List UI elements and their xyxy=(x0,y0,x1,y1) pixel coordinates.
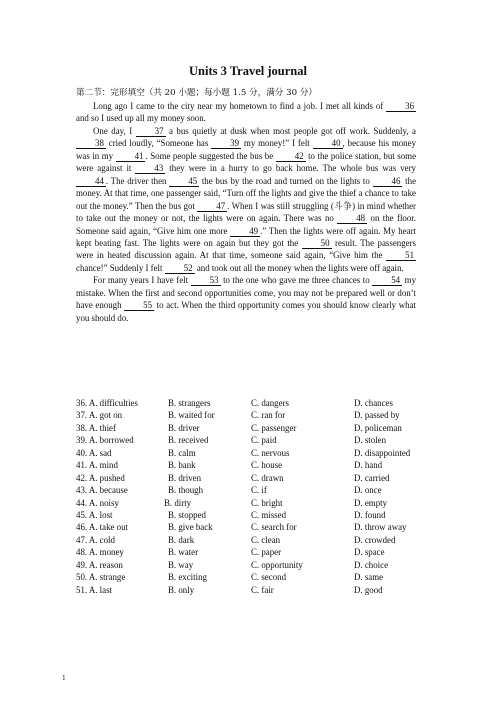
option-choice: D. hand xyxy=(354,460,383,471)
option-choice: D. crowded xyxy=(354,534,396,545)
option-row xyxy=(76,398,426,410)
option-choice: D. same xyxy=(354,572,384,583)
option-choice: 43. A. because xyxy=(76,485,128,496)
passage-text: my mistake. When the first and second opportunities come, you may not be prepared well or don’t have enough xyxy=(76,275,417,311)
option-choice: B. way xyxy=(168,559,194,570)
blank-number: 51 xyxy=(386,250,416,261)
option-row xyxy=(76,522,426,534)
page-number: 1 xyxy=(62,675,66,682)
option-choice: 47. A. cold xyxy=(76,534,115,545)
blank-number: 52 xyxy=(165,263,195,274)
blank-number: 38 xyxy=(76,138,106,149)
option-choice: C. bright xyxy=(251,497,283,508)
option-row xyxy=(76,585,426,597)
blank-number: 41 xyxy=(116,151,146,162)
option-choice: B. give back xyxy=(168,522,213,533)
option-choice: D. found xyxy=(354,509,386,520)
page-title: Units 3 Travel journal xyxy=(189,64,307,78)
option-choice: 50. A. strange xyxy=(76,572,126,583)
blank-number: 53 xyxy=(191,275,221,286)
option-choice: C. paid xyxy=(251,435,277,446)
option-choice: 41. A. mind xyxy=(76,460,118,471)
option-row xyxy=(76,448,426,460)
option-choice: B. exciting xyxy=(168,572,207,583)
option-choice: 40. A. sad xyxy=(76,447,112,458)
passage-text: . The driver then xyxy=(105,175,170,186)
option-choice: D. throw away xyxy=(354,522,407,533)
option-row xyxy=(76,410,426,422)
option-choice: C. fair xyxy=(251,584,274,595)
blank-number: 46 xyxy=(373,176,403,187)
option-choice: 39. A. borrowed xyxy=(76,435,134,446)
option-choice: 36. A. difficulties xyxy=(76,398,138,408)
passage-text: and so I used up all my money soon. xyxy=(76,113,206,124)
option-row xyxy=(76,572,426,584)
option-choice: B. driver xyxy=(168,422,200,433)
option-choice: C. search for xyxy=(251,522,297,533)
passage-text: .” Then the lights were off again. My heart kept beating fast. The lights were on again but they got the xyxy=(76,225,416,248)
blank-number: 39 xyxy=(211,138,241,149)
blank-number: 50 xyxy=(302,238,332,249)
option-choice: C. if xyxy=(251,485,267,496)
option-choice: D. stolen xyxy=(354,435,387,446)
passage-text: For many years I have felt xyxy=(93,275,191,286)
option-choice: C. paper xyxy=(251,547,282,558)
blank-number: 37 xyxy=(136,126,166,137)
option-row xyxy=(76,547,426,559)
option-choice: C. nervous xyxy=(251,447,290,458)
option-choice: 46. A. take out xyxy=(76,522,129,533)
option-choice: C. second xyxy=(251,572,287,583)
option-row xyxy=(76,485,426,497)
passage-text: . Some people suggested the bus be xyxy=(145,150,276,161)
option-choice: D. once xyxy=(354,485,382,496)
passage-text: they were in a hurry to go back home. The whole bus was very xyxy=(165,163,416,174)
option-choice: C. clean xyxy=(251,534,281,545)
option-choice: B. received xyxy=(168,435,209,446)
blank-number: 44 xyxy=(76,176,106,187)
cloze-passage xyxy=(76,100,416,324)
option-row xyxy=(76,423,426,435)
option-choice: C. ran for xyxy=(251,410,286,421)
passage-paragraph xyxy=(76,100,416,125)
option-row xyxy=(76,510,426,522)
passage-text: cried loudly, “Someone has xyxy=(105,138,212,149)
option-choice: B. strangers xyxy=(168,398,211,408)
passage-text: . When I was still struggling (斗争) in mind whether to take out the money or not, the lights were on again. There was no xyxy=(76,200,416,224)
option-choice: C. opportunity xyxy=(251,559,303,570)
option-choice: B. calm xyxy=(168,447,196,458)
passage-paragraph xyxy=(76,274,416,324)
option-choice: C. dangers xyxy=(251,398,289,408)
option-choice: D. empty xyxy=(354,497,388,508)
passage-text: , because his money was in my xyxy=(76,138,417,161)
passage-text: the bus by the road and turned on the lights to xyxy=(199,175,373,186)
passage-text: One day, I xyxy=(93,125,136,136)
blank-number: 45 xyxy=(169,176,199,187)
blank-number: 43 xyxy=(135,163,165,174)
passage-text: result. The passengers were in heated discussion again. At that time, someone said again, “Give him the xyxy=(76,237,416,261)
section-heading: 第二节：完形填空（共 20 小题；每小题 1.5 分，满分 30 分） xyxy=(76,88,317,98)
option-choice: 51. A. last xyxy=(76,584,112,595)
option-row xyxy=(76,535,426,547)
passage-text: to act. When the third opportunity comes you should know clearly what you should do. xyxy=(76,300,416,323)
option-choice: D. policeman xyxy=(354,422,402,433)
option-row xyxy=(76,435,426,447)
option-choice: 49. A. reason xyxy=(76,559,123,570)
option-choice: B. bank xyxy=(168,460,196,471)
passage-text: the money. At that time, one passenger said, “Turn off the lights and give the thief a chance to take out the money.” Then the bus got xyxy=(76,175,417,211)
passage-text: a bus quietly at dusk when most people got off work. Suddenly, a xyxy=(165,125,416,136)
option-choice: D. choice xyxy=(354,559,389,570)
option-choice: D. disappointed xyxy=(354,447,411,458)
option-row xyxy=(76,460,426,472)
option-choice: D. space xyxy=(354,547,385,558)
option-choice: D. carried xyxy=(354,472,390,483)
option-choice: C. passenger xyxy=(251,422,297,433)
blank-number: 49 xyxy=(230,226,260,237)
option-choice: B. stopped xyxy=(168,509,206,520)
blank-number: 36 xyxy=(386,101,416,112)
blank-number: 48 xyxy=(337,213,367,224)
option-choice: 45. A. lost xyxy=(76,509,113,520)
option-choice: 44. A. noisy xyxy=(76,497,119,508)
option-choice: D. chances xyxy=(354,398,393,408)
passage-text: chance!” Suddenly I felt xyxy=(76,262,165,273)
blank-number: 54 xyxy=(372,275,402,286)
passage-paragraph xyxy=(76,125,416,274)
passage-text: to the one who gave me three chances to xyxy=(220,275,373,286)
option-choice: B. dark xyxy=(168,534,195,545)
blank-number: 40 xyxy=(313,138,343,149)
option-row xyxy=(76,473,426,485)
passage-text: Long ago I came to the city near my hometown to find a job. I met all kinds of xyxy=(93,101,387,111)
option-choice: 48. A. money xyxy=(76,547,124,558)
option-choice: B. waited for xyxy=(168,410,215,421)
option-choice: C. missed xyxy=(251,509,287,520)
blank-number: 55 xyxy=(124,300,154,311)
option-choice: C. drawn xyxy=(251,472,284,483)
option-choice: C. house xyxy=(251,460,283,471)
option-row xyxy=(76,498,426,510)
blank-number: 47 xyxy=(197,201,227,212)
option-choice: B. only xyxy=(168,584,195,595)
option-choice: B. driven xyxy=(168,472,202,483)
options-list xyxy=(76,398,426,597)
passage-text: my money!” I felt xyxy=(241,138,313,149)
passage-text: to the police station, but some were against it xyxy=(76,150,417,174)
passage-text: on the floor. Someone said again, “Give him one more xyxy=(76,213,416,236)
option-choice: B. water xyxy=(168,547,199,558)
option-choice: 42. A. pushed xyxy=(76,472,125,483)
option-choice: D. passed by xyxy=(354,410,400,421)
option-choice: 37. A. got on xyxy=(76,410,123,421)
option-choice: B. dirty xyxy=(164,497,192,508)
option-choice: 38. A. thief xyxy=(76,422,116,433)
option-choice: B. though xyxy=(168,485,204,496)
passage-text: and took out all the money when the lights were off again. xyxy=(194,262,404,273)
blank-number: 42 xyxy=(276,151,306,162)
option-choice: D. good xyxy=(354,584,383,595)
option-row xyxy=(76,560,426,572)
